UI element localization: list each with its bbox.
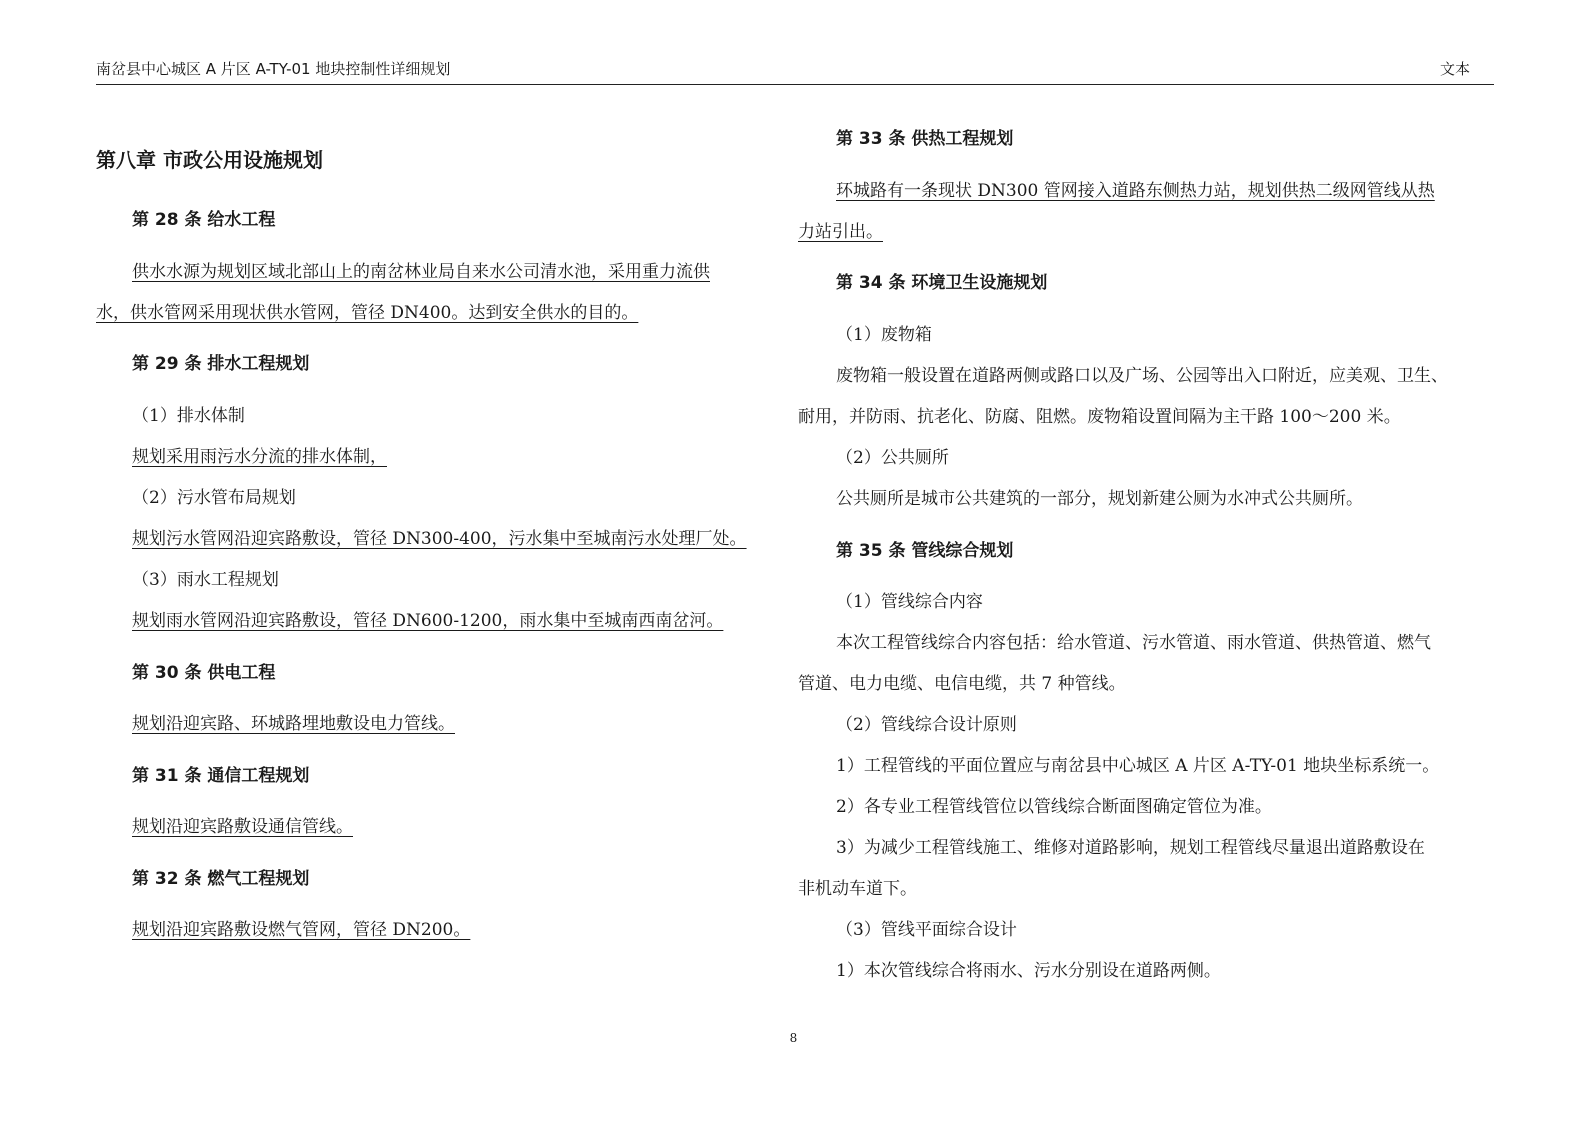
- page-number: 8: [789, 1031, 798, 1045]
- article-33-text-line1: 环城路有一条现状 DN300 管网接入道路东侧热力站，规划供热二级网管线从热: [836, 181, 1435, 201]
- article-34-title: 第 34 条 环境卫生设施规划: [836, 273, 1048, 293]
- article-33-text-line2: 力站引出。: [798, 222, 883, 242]
- article-29-sub1-text: 规划采用雨污水分流的排水体制，: [132, 447, 387, 467]
- article-28-text-line1: 供水水源为规划区域北部山上的南岔林业局自来水公司清水池，采用重力流供: [132, 262, 710, 282]
- article-34-sub2-text: 公共厕所是城市公共建筑的一部分，规划新建公厕为水冲式公共厕所。: [836, 489, 1363, 509]
- article-28-text-line2: 水，供水管网采用现状供水管网，管径 DN400。达到安全供水的目的。: [96, 303, 639, 323]
- chapter-title: 第八章 市政公用设施规划: [96, 148, 323, 172]
- article-35-principle-3-line1: 3）为减少工程管线施工、维修对道路影响，规划工程管线尽量退出道路敷设在: [836, 838, 1425, 858]
- article-34-sub1-line1: 废物箱一般设置在道路两侧或路口以及广场、公园等出入口附近，应美观、卫生、: [836, 366, 1448, 386]
- article-35-sub1: （1）管线综合内容: [836, 592, 983, 612]
- article-29-sub2: （2）污水管布局规划: [132, 488, 296, 508]
- article-32-title: 第 32 条 燃气工程规划: [132, 869, 310, 889]
- article-33-title: 第 33 条 供热工程规划: [836, 129, 1014, 149]
- article-34-sub1-line2: 耐用，并防雨、抗老化、防腐、阻燃。废物箱设置间隔为主干路 100～200 米。: [798, 407, 1401, 427]
- article-32-text: 规划沿迎宾路敷设燃气管网，管径 DN200。: [132, 920, 471, 940]
- article-35-principle-2: 2）各专业工程管线管位以管线综合断面图确定管位为准。: [836, 797, 1272, 817]
- article-29-sub3: （3）雨水工程规划: [132, 570, 279, 590]
- article-28-title: 第 28 条 给水工程: [132, 210, 276, 230]
- article-29-sub2-text: 规划污水管网沿迎宾路敷设，管径 DN300-400，污水集中至城南污水处理厂处。: [132, 529, 747, 549]
- article-35-sub3: （3）管线平面综合设计: [836, 920, 1017, 940]
- article-35-sub1-line1: 本次工程管线综合内容包括：给水管道、污水管道、雨水管道、供热管道、燃气: [836, 633, 1431, 653]
- article-31-text: 规划沿迎宾路敷设通信管线。: [132, 817, 353, 837]
- article-35-sub2: （2）管线综合设计原则: [836, 715, 1017, 735]
- article-35-principle-1: 1）工程管线的平面位置应与南岔县中心城区 A 片区 A-TY-01 地块坐标系统一。: [836, 756, 1440, 776]
- article-29-sub3-text: 规划雨水管网沿迎宾路敷设，管径 DN600-1200，雨水集中至城南西南岔河。: [132, 611, 724, 631]
- article-35-sub1-line2: 管道、电力电缆、电信电缆，共 7 种管线。: [798, 674, 1126, 694]
- article-29-sub1: （1）排水体制: [132, 406, 245, 426]
- article-35-principle-3-line2: 非机动车道下。: [798, 879, 917, 899]
- document-type: 文本: [1439, 60, 1470, 78]
- article-34-sub1: （1）废物箱: [836, 325, 932, 345]
- page-header: [96, 56, 1494, 85]
- article-35-title: 第 35 条 管线综合规划: [836, 541, 1014, 561]
- article-29-title: 第 29 条 排水工程规划: [132, 354, 310, 374]
- article-30-title: 第 30 条 供电工程: [132, 663, 276, 683]
- article-34-sub2: （2）公共厕所: [836, 448, 949, 468]
- article-30-text: 规划沿迎宾路、环城路埋地敷设电力管线。: [132, 714, 455, 734]
- article-31-title: 第 31 条 通信工程规划: [132, 766, 310, 786]
- document-title: 南岔县中心城区 A 片区 A-TY-01 地块控制性详细规划: [96, 60, 451, 78]
- article-35-design-1: 1）本次管线综合将雨水、污水分别设在道路两侧。: [836, 961, 1221, 981]
